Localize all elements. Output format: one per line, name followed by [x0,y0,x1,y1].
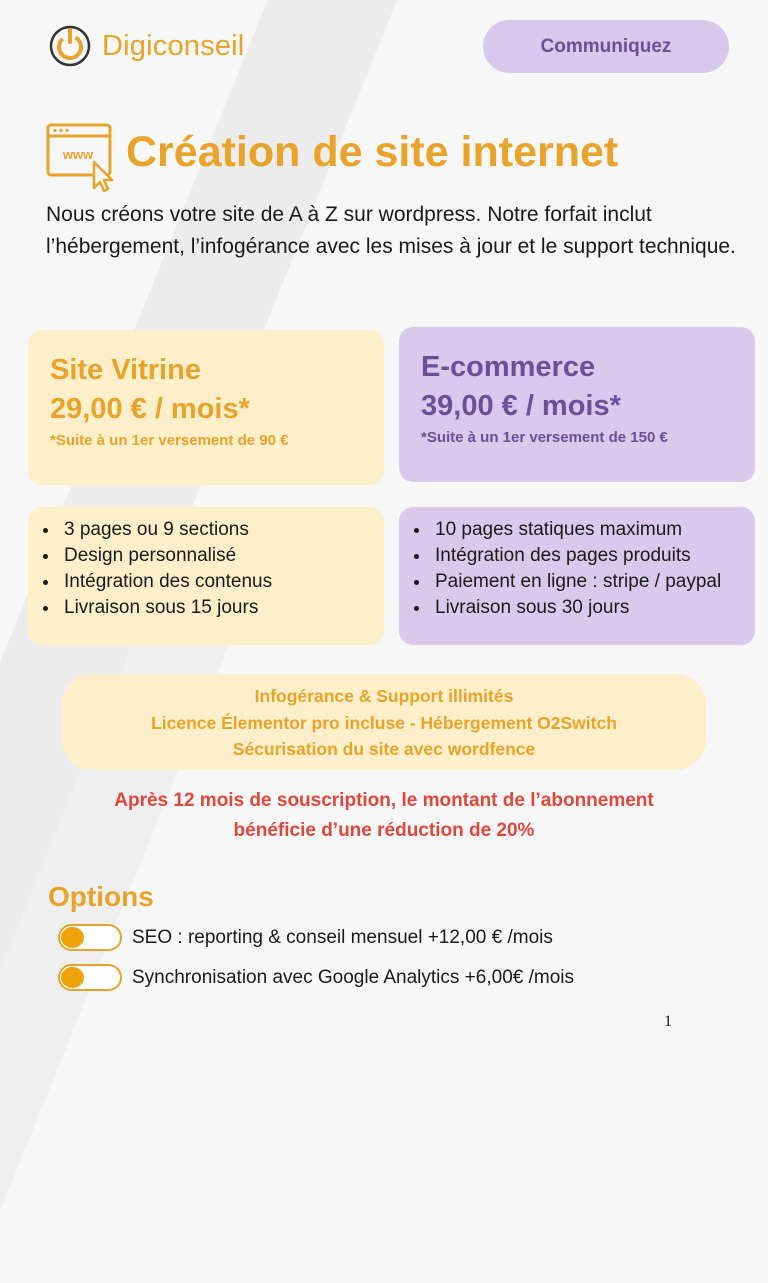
list-item: • Intégration des pages produits [431,543,741,569]
brand-logo[interactable] [48,24,244,68]
promo-line: Après 12 mois de souscription, le montant de l’abonnement [114,790,654,811]
page-title: Création de site internet [126,128,619,176]
plan-name: E-commerce [421,351,596,383]
discount-notice [34,786,734,846]
list-item: • Paiement en ligne : stripe / paypal [431,569,741,595]
option-label: SEO : reporting & conseil mensuel +12,00 € /mois [132,926,553,948]
www-icon-text: www [62,147,94,162]
toggle-knob [61,967,84,988]
browser-www-icon [46,122,120,192]
support-line: Licence Élementor pro incluse - Hébergement O2Switch [151,712,617,733]
seo-toggle[interactable] [58,924,122,951]
plan-price: 39,00 € / mois* [421,390,621,422]
plan-features-ecommerce [399,507,755,645]
toggle-knob [61,927,84,948]
support-line: Sécurisation du site avec wordfence [232,739,536,759]
plan-features-vitrine [28,507,384,645]
intro-paragraph: Nous créons votre site de A à Z sur wordpress. Notre forfait inclut l’hébergement, l’infogérance avec les mises à jour et le support technique. [46,203,736,258]
option-analytics [58,964,574,991]
plan-price: 29,00 € / mois* [50,393,250,425]
list-item: • Intégration des contenus [60,569,370,595]
support-banner [62,674,706,770]
page-number: 1 [664,1013,672,1030]
list-item: • Livraison sous 15 jours [60,595,370,621]
list-item: • Livraison sous 30 jours [431,595,741,621]
contact-button[interactable]: Communiquez [483,20,729,73]
plan-name: Site Vitrine [50,354,201,386]
promo-line: bénéficie d’une réduction de 20% [233,820,535,841]
list-item: • 10 pages statiques maximum [431,517,741,543]
analytics-toggle[interactable] [58,964,122,991]
support-line: Infogérance & Support illimités [254,686,514,706]
options-title: Options [48,881,154,912]
brand-name: Digiconseil [102,29,245,62]
plan-note: *Suite à un 1er versement de 150 € [421,429,668,446]
option-seo [58,924,553,951]
plan-card-ecommerce [399,327,755,482]
option-label: Synchronisation avec Google Analytics +6,00€ /mois [132,966,575,988]
list-item: • Design personnalisé [60,543,370,569]
plan-card-vitrine [28,330,384,485]
list-item: • 3 pages ou 9 sections [60,517,370,543]
power-icon [48,24,92,68]
plan-note: *Suite à un 1er versement de 90 € [50,432,289,449]
